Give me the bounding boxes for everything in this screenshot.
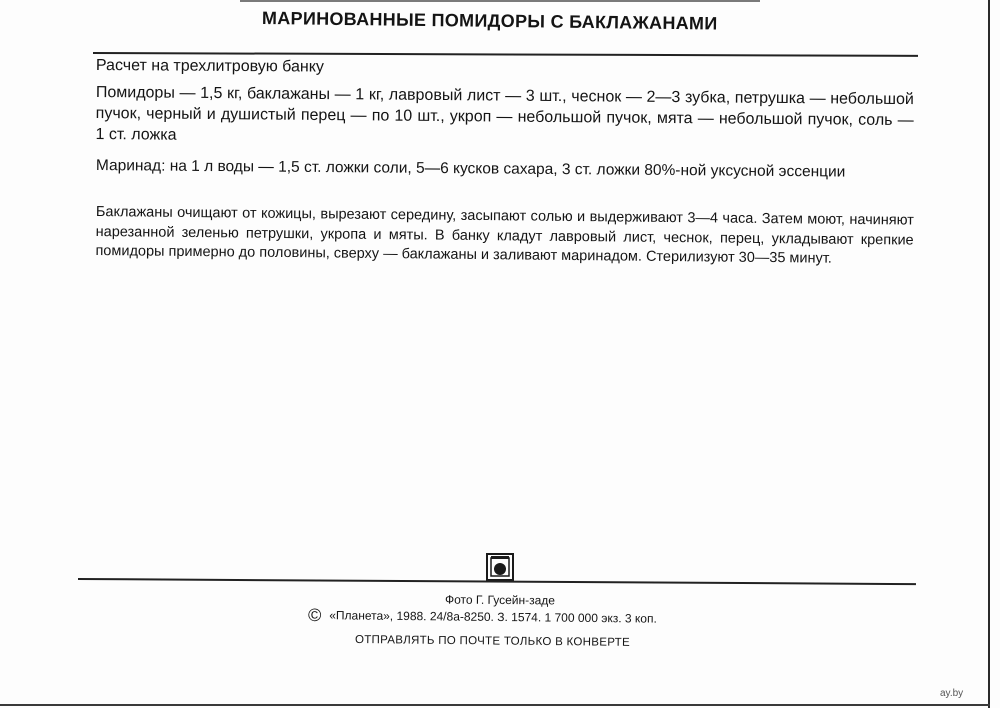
site-watermark: ay.by <box>940 688 964 699</box>
card-bottom-edge <box>0 704 990 706</box>
ingredients-text: Помидоры — 1,5 кг, баклажаны — 1 кг, лавровый лист — 3 шт., чеснок — 2—3 зубка, петрушка — небольшой пучок, черный и душистый перец — по 10 шт., укроп — небольшой пучок, мята — небольшой пучок, соль — 1 ст. ложка <box>95 83 914 144</box>
jar-size-text: Расчет на трехлитровую банку <box>95 57 324 76</box>
title-divider <box>93 52 918 57</box>
photo-credit: Фото Г. Гусейн-заде <box>444 592 556 608</box>
method-paragraph <box>95 203 914 270</box>
method-text: Баклажаны очищают от кожицы, вырезают середину, засыпают солью и выдерживают 3—4 часа. Затем моют, начиняют нарезанной зеленью петрушки, укропа и мяты. В банку кладут лавровый лист, чеснок, перец, укладывают крепкие помидоры примерно до половины, сверху — баклажаны и заливают маринадом. Стерилизуют 30—35 минут. <box>95 203 914 267</box>
marinade-paragraph <box>96 156 914 183</box>
publication-info <box>308 605 708 630</box>
marinade-text: Маринад: на 1 л воды — 1,5 ст. ложки соли, 5—6 кусков сахара, 3 ст. ложки 80%-ной уксусной эссенции <box>95 156 846 181</box>
card-right-edge <box>988 0 990 708</box>
jar-size-note <box>96 57 926 81</box>
ingredients-paragraph <box>95 82 914 152</box>
publisher-logo-icon <box>485 552 515 582</box>
mail-instruction: ОТПРАВЛЯТЬ ПО ПОЧТЕ ТОЛЬКО В КОНВЕРТЕ <box>354 634 631 649</box>
copyright-icon: © <box>307 605 322 626</box>
card-top-edge <box>240 0 760 2</box>
publication-text: «Планета», 1988. 24/8а-8250. З. 1574. 1 700 000 экз. 3 коп. <box>329 608 657 626</box>
recipe-title: МАРИНОВАННЫЕ ПОМИДОРЫ С БАКЛАЖАНАМИ <box>261 8 718 34</box>
